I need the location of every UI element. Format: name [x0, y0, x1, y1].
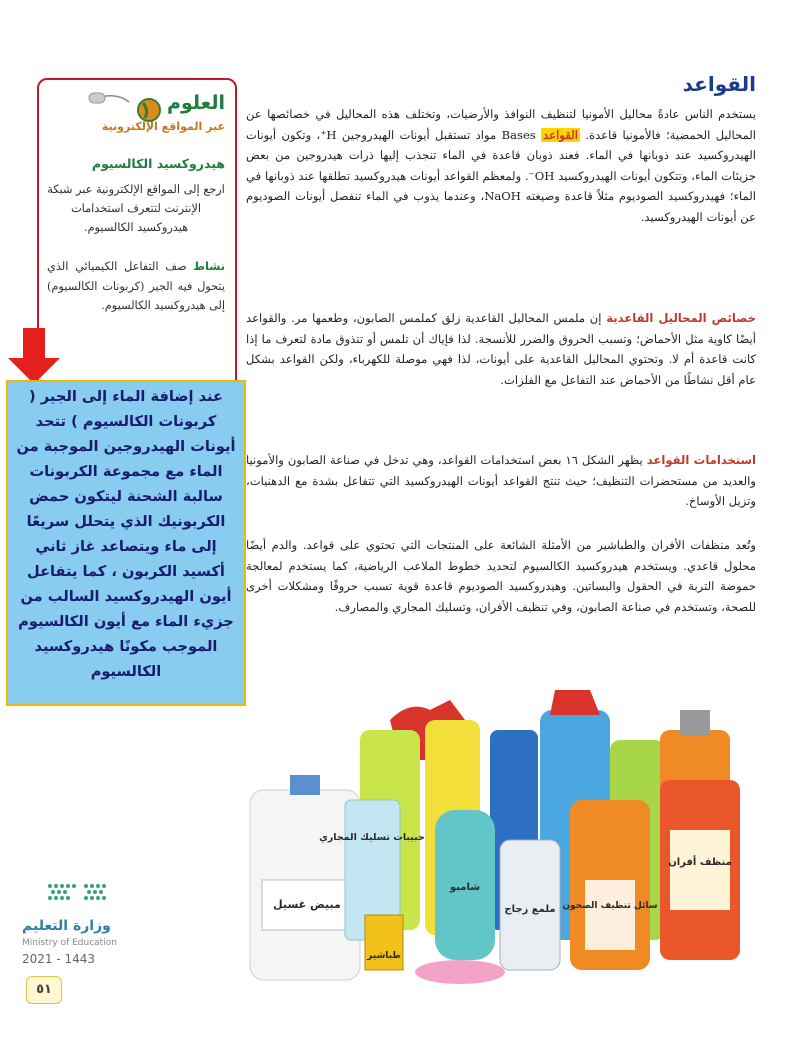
ministry-logo-icon	[20, 872, 140, 916]
year-label: 2021 - 1443	[22, 952, 96, 966]
sidebar-heading: هيدروكسيد الكالسيوم	[91, 156, 225, 171]
cleaning-products-image	[240, 680, 770, 990]
properties-text: إن ملمس المحاليل القاعدية زلق كملمس الصابون، وطعمها مر. والقواعد أيضًا كاوية مثل الأحماض؛ وتسبب الحروق والضرر للأنسجة. لذا فإياك أن تلمس أو تتذوق مادة لتعرف ما إذا كانت قاعدة أم لا. وتحتوي المحاليل القاعدية على أيونات، لذا فهي موصلة للكهرباء، ولكن القواعد بشكل عام أقل نشاطًا من الأحماض عند التفاعل مع الفلزات.	[246, 311, 756, 387]
bases-keyword: القواعد	[543, 127, 578, 142]
intro-text-a: يستخدم الناس عادةً محاليل الأمونيا لتنظيف النوافذ والأرضيات، وتختلف هذه المحاليل في خصائصها عن المحاليل الحمضية؛ فالأمونيا قاعدة.	[246, 107, 757, 142]
activity-text: صف التفاعل الكيميائي الذي يتحول فيه الجير (كربونات الكالسيوم) إلى هيدروكسيد الكالسيوم.	[47, 260, 225, 312]
intro-paragraph	[246, 104, 756, 227]
ministry-name-ar: وزارة التعليم	[22, 918, 111, 934]
label-drain: حبيبات تسليك المجاري	[319, 832, 425, 843]
explanation-callout: عند إضافة الماء إلى الجير ( كربونات الكالسيوم ) تتحد أيونات الهيدروجين الموجبة من الماء مع مجموعة الكربونات سالبة الشحنة ليتكون حمض الكربونيك الذي يتحلل سريعًا إلى ماء ويتصاعد غاز ثاني أكسيد الكربون ، كما يتفاعل أيون الهيدروكسيد السالب من جزيء الماء مع أيون الكالسيوم الموجب مكونًا هيدروكسيد الكالسيوم	[6, 380, 246, 706]
page-number: ٥١	[26, 976, 62, 1004]
sidebar-box	[37, 78, 237, 394]
sidebar-subtitle: عبر المواقع الإلكترونية	[101, 120, 225, 133]
uses-text: يظهر الشكل ١٦ بعض استخدامات القواعد، وهي تدخل في صناعة الصابون والأمونيا والعديد من مستحضرات التنظيف؛ حيث تنتج القواعد أيونات الهيدروكسيد التي تتفاعل بشدة مع الدهنيات، وتزيل الأوساخ.	[246, 453, 756, 508]
examples-paragraph: وتُعد منظفات الأفران والطباشير من الأمثلة الشائعة على المنتجات التي تحتوي على قواعد. والدم أيضًا محلول قاعدي. ويستخدم هيدروكسيد الكالسيوم لتحديد خطوط الملاعب الرياضية، كما يستخدم لمعالجة حموضة التربة في الحقول والبساتين. وهيدروكسيد الصوديوم قاعدة قوية تسبب حروقًا ومشكلات أخرى للصحة، وتستخدم في صناعة الصابون، وفي تنظيف الأفران، وتسليك المجاري والمصارف.	[246, 538, 756, 614]
sidebar-title: العلوم	[167, 92, 225, 114]
activity-label: نشاط	[193, 260, 225, 273]
section-heading: القواعد	[682, 72, 756, 96]
label-glass: ملمع زجاج	[504, 904, 556, 915]
mouse-globe-icon	[87, 88, 167, 122]
down-arrow-icon	[6, 328, 62, 384]
sidebar-activity	[47, 257, 225, 316]
label-dish: سائل تنظيف الصحون	[562, 901, 658, 911]
intro-text-b: Bases مواد تستقبل أيونات الهيدروجين H⁺، وتكون أيونات الهيدروكسيد عند ذوبانها في الماء. فعند ذوبان قاعدة في الماء تنجذب إليها ذرات هيدروجين من بعض جزيئات الماء، وتتكون أيونات الهيدروكسيد OH⁻. ولمعظم القواعد أيونات هيدروكسيد تطلقها عند ذوبانها في الماء؛ فهيدروكسيد الصوديوم مثلاً قاعدة وصيغته NaOH، وعندما يذوب في الماء تنفصل أيونات الصوديوم عن أيونات الهيدروكسيد.	[246, 127, 757, 224]
label-shampoo: شامبو	[449, 882, 481, 893]
uses-paragraph	[246, 450, 756, 512]
properties-paragraph	[246, 308, 756, 390]
ministry-name-en: Ministry of Education	[22, 938, 117, 948]
uses-keyword: استخدامات القواعد	[646, 453, 756, 467]
properties-keyword: خصائص المحاليل القاعدية	[606, 311, 756, 325]
label-bleach: مبيض غسيل	[273, 898, 341, 911]
sidebar-body: ارجع إلى المواقع الإلكترونية عبر شبكة الإنترنت لتتعرف استخدامات هيدروكسيد الكالسيوم.	[47, 183, 225, 234]
label-oven: منظف أفران	[668, 857, 732, 868]
label-chalk: طباشير	[367, 951, 401, 961]
